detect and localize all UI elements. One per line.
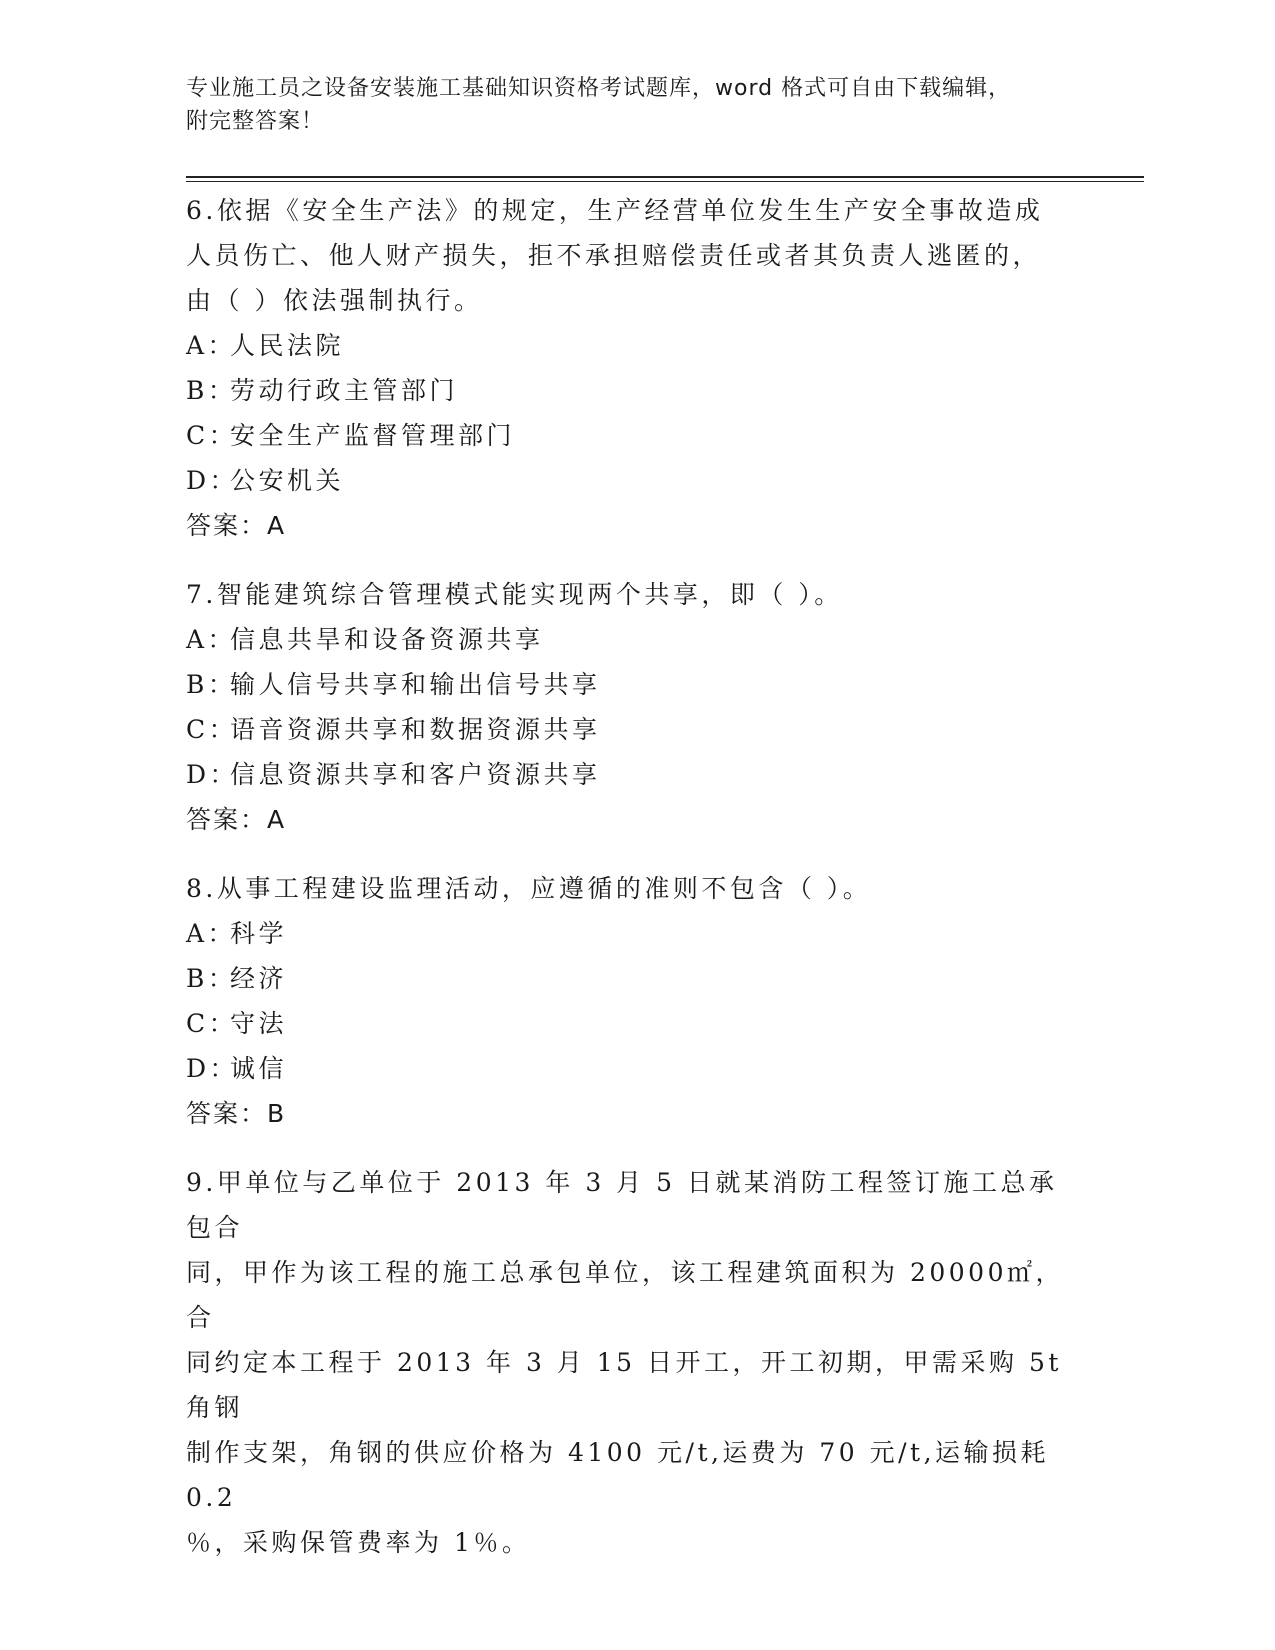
question-stem-line: 6.依据《安全生产法》的规定，生产经营单位发生生产安全事故造成 — [186, 196, 1044, 225]
option-b — [186, 956, 1066, 1001]
option-d — [186, 1046, 1066, 1091]
question-stem-line: 同约定本工程于 2013 年 3 月 15 日开工，开工初期，甲需采购 5t 角钢 — [186, 1348, 1062, 1422]
answer-line: 答案：B — [186, 1099, 287, 1128]
question-stem-line: 由（ ）依法强制执行。 — [186, 286, 483, 315]
question-7 — [186, 572, 1066, 842]
option-letter: C： — [186, 1009, 238, 1038]
option-letter: B： — [186, 376, 237, 405]
option-b — [186, 368, 1066, 413]
option-d — [186, 752, 1066, 797]
option-d — [186, 458, 1066, 503]
option-text: 人民法院 — [230, 331, 345, 360]
header-line-2: 附完整答案！ — [186, 109, 325, 134]
option-text: 守法 — [230, 1009, 288, 1038]
option-letter: B： — [186, 964, 237, 993]
option-c — [186, 1001, 1066, 1046]
option-letter: A： — [186, 625, 237, 654]
option-letter: D： — [186, 760, 239, 789]
option-text: 诚信 — [230, 1054, 288, 1083]
option-text: 安全生产监督管理部门 — [230, 421, 516, 450]
option-text: 劳动行政主管部门 — [230, 376, 459, 405]
option-letter: A： — [186, 331, 237, 360]
question-6 — [186, 188, 1066, 548]
option-a — [186, 323, 1066, 368]
option-letter: B： — [186, 670, 237, 699]
question-list — [186, 188, 1066, 1589]
document-header — [186, 72, 1066, 138]
header-divider-thick — [186, 176, 1144, 178]
question-stem-line: 9.甲单位与乙单位于 2013 年 3 月 5 日就某消防工程签订施工总承包合 — [186, 1168, 1058, 1242]
question-stem-line: 8.从事工程建设监理活动，应遵循的准则不包含（ ）。 — [186, 874, 872, 903]
option-a — [186, 911, 1066, 956]
option-letter: A： — [186, 919, 237, 948]
header-line-1: 专业施工员之设备安装施工基础知识资格考试题库，word 格式可自由下载编辑， — [186, 76, 1012, 101]
option-text: 输人信号共享和输出信号共享 — [230, 670, 601, 699]
option-text: 经济 — [230, 964, 288, 993]
option-letter: C： — [186, 715, 238, 744]
option-text: 语音资源共享和数据资源共享 — [230, 715, 601, 744]
question-stem-line: 制作支架，角钢的供应价格为 4100 元/t,运费为 70 元/t,运输损耗 0.2 — [186, 1438, 1050, 1512]
question-8 — [186, 866, 1066, 1136]
option-a — [186, 617, 1066, 662]
answer-line: 答案：A — [186, 511, 287, 540]
option-b — [186, 662, 1066, 707]
question-stem-line: ％，采购保管费率为 1％。 — [186, 1528, 531, 1557]
option-text: 信息资源共享和客户资源共享 — [230, 760, 601, 789]
option-text: 信息共旱和设备资源共享 — [230, 625, 544, 654]
header-divider-thin — [186, 181, 1144, 182]
option-letter: D： — [186, 1054, 239, 1083]
option-c — [186, 413, 1066, 458]
answer-line: 答案：A — [186, 805, 287, 834]
question-stem-line: 同，甲作为该工程的施工总承包单位，该工程建筑面积为 20000㎡，合 — [186, 1258, 1064, 1332]
option-letter: C： — [186, 421, 238, 450]
question-9 — [186, 1160, 1066, 1565]
option-text: 公安机关 — [230, 466, 345, 495]
option-c — [186, 707, 1066, 752]
question-stem-line: 7.智能建筑综合管理模式能实现两个共享，即（ ）。 — [186, 580, 843, 609]
question-stem-line: 人员伤亡、他人财产损失，拒不承担赔偿责任或者其负责人逃匿的， — [186, 241, 1042, 270]
option-text: 科学 — [230, 919, 288, 948]
option-letter: D： — [186, 466, 239, 495]
